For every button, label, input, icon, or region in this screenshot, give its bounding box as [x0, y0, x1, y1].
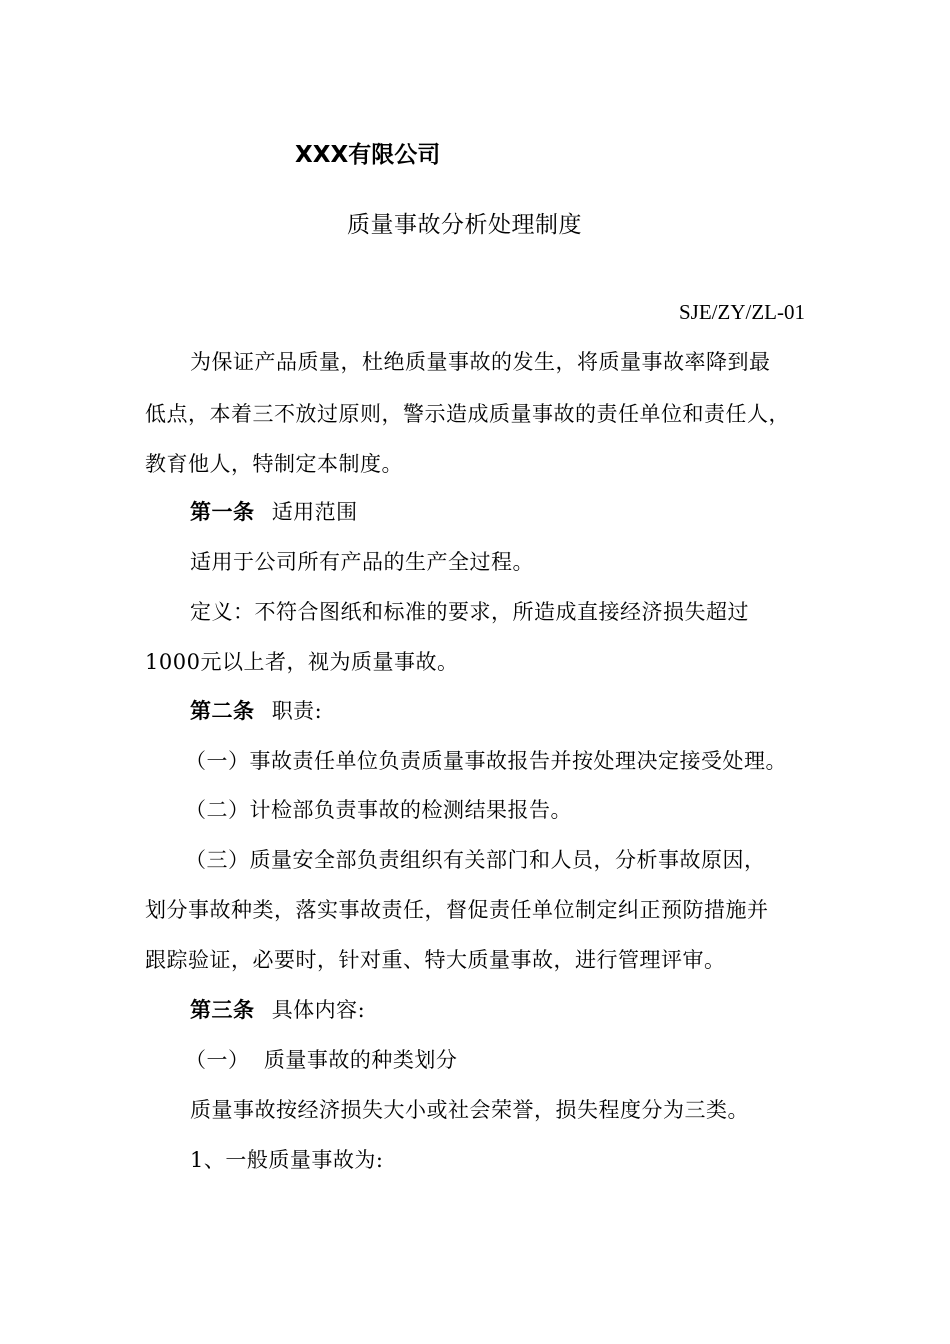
intro-line-3: 教育他人，特制定本制度。: [145, 452, 403, 476]
intro-line-1: 为保证产品质量，杜绝质量事故的发生，将质量事故率降到最: [190, 350, 771, 374]
document-title: 质量事故分析处理制度: [347, 212, 582, 238]
article-2-item-3-line-2: 划分事故种类，落实事故责任，督促责任单位制定纠正预防措施并: [145, 898, 769, 922]
article-2-heading-row: [190, 697, 322, 725]
article-2-title: 职责:: [271, 699, 323, 723]
article-2-item-2: （二）计检部负责事故的检测结果报告。: [185, 798, 572, 822]
document-number: SJE/ZY/ZL-01: [679, 300, 805, 324]
article-2-item-3-line-3: 跟踪验证，必要时，针对重、特大质量事故，进行管理评审。: [145, 948, 726, 972]
article-3-classification: 质量事故按经济损失大小或社会荣誉，损失程度分为三类。: [190, 1098, 749, 1122]
article-1-definition-line-1: 定义：不符合图纸和标准的要求，所造成直接经济损失超过: [190, 600, 749, 624]
company-name: XXX有限公司: [295, 142, 441, 168]
article-2-item-3-line-1: （三）质量安全部负责组织有关部门和人员，分析事故原因，: [185, 848, 766, 872]
article-1-title: 适用范围: [271, 500, 358, 524]
article-3-title: 具体内容:: [271, 998, 366, 1022]
article-3-heading: 第三条: [190, 998, 255, 1022]
intro-line-2: 低点，本着三不放过原则，警示造成质量事故的责任单位和责任人，: [145, 402, 790, 426]
article-1-definition-line-2: 1000元以上者，视为质量事故。: [145, 650, 459, 674]
article-3-section-1: （一） 质量事故的种类划分: [185, 1048, 458, 1072]
article-2-item-1: （一）事故责任单位负责质量事故报告并按处理决定接受处理。: [185, 749, 787, 773]
article-2-heading: 第二条: [190, 699, 255, 723]
article-3-heading-row: [190, 996, 365, 1024]
article-3-type-1: 1、一般质量事故为:: [190, 1148, 384, 1172]
article-1-heading: 第一条: [190, 500, 255, 524]
article-1-scope: 适用于公司所有产品的生产全过程。: [190, 550, 534, 574]
article-1-heading-row: [190, 498, 358, 526]
